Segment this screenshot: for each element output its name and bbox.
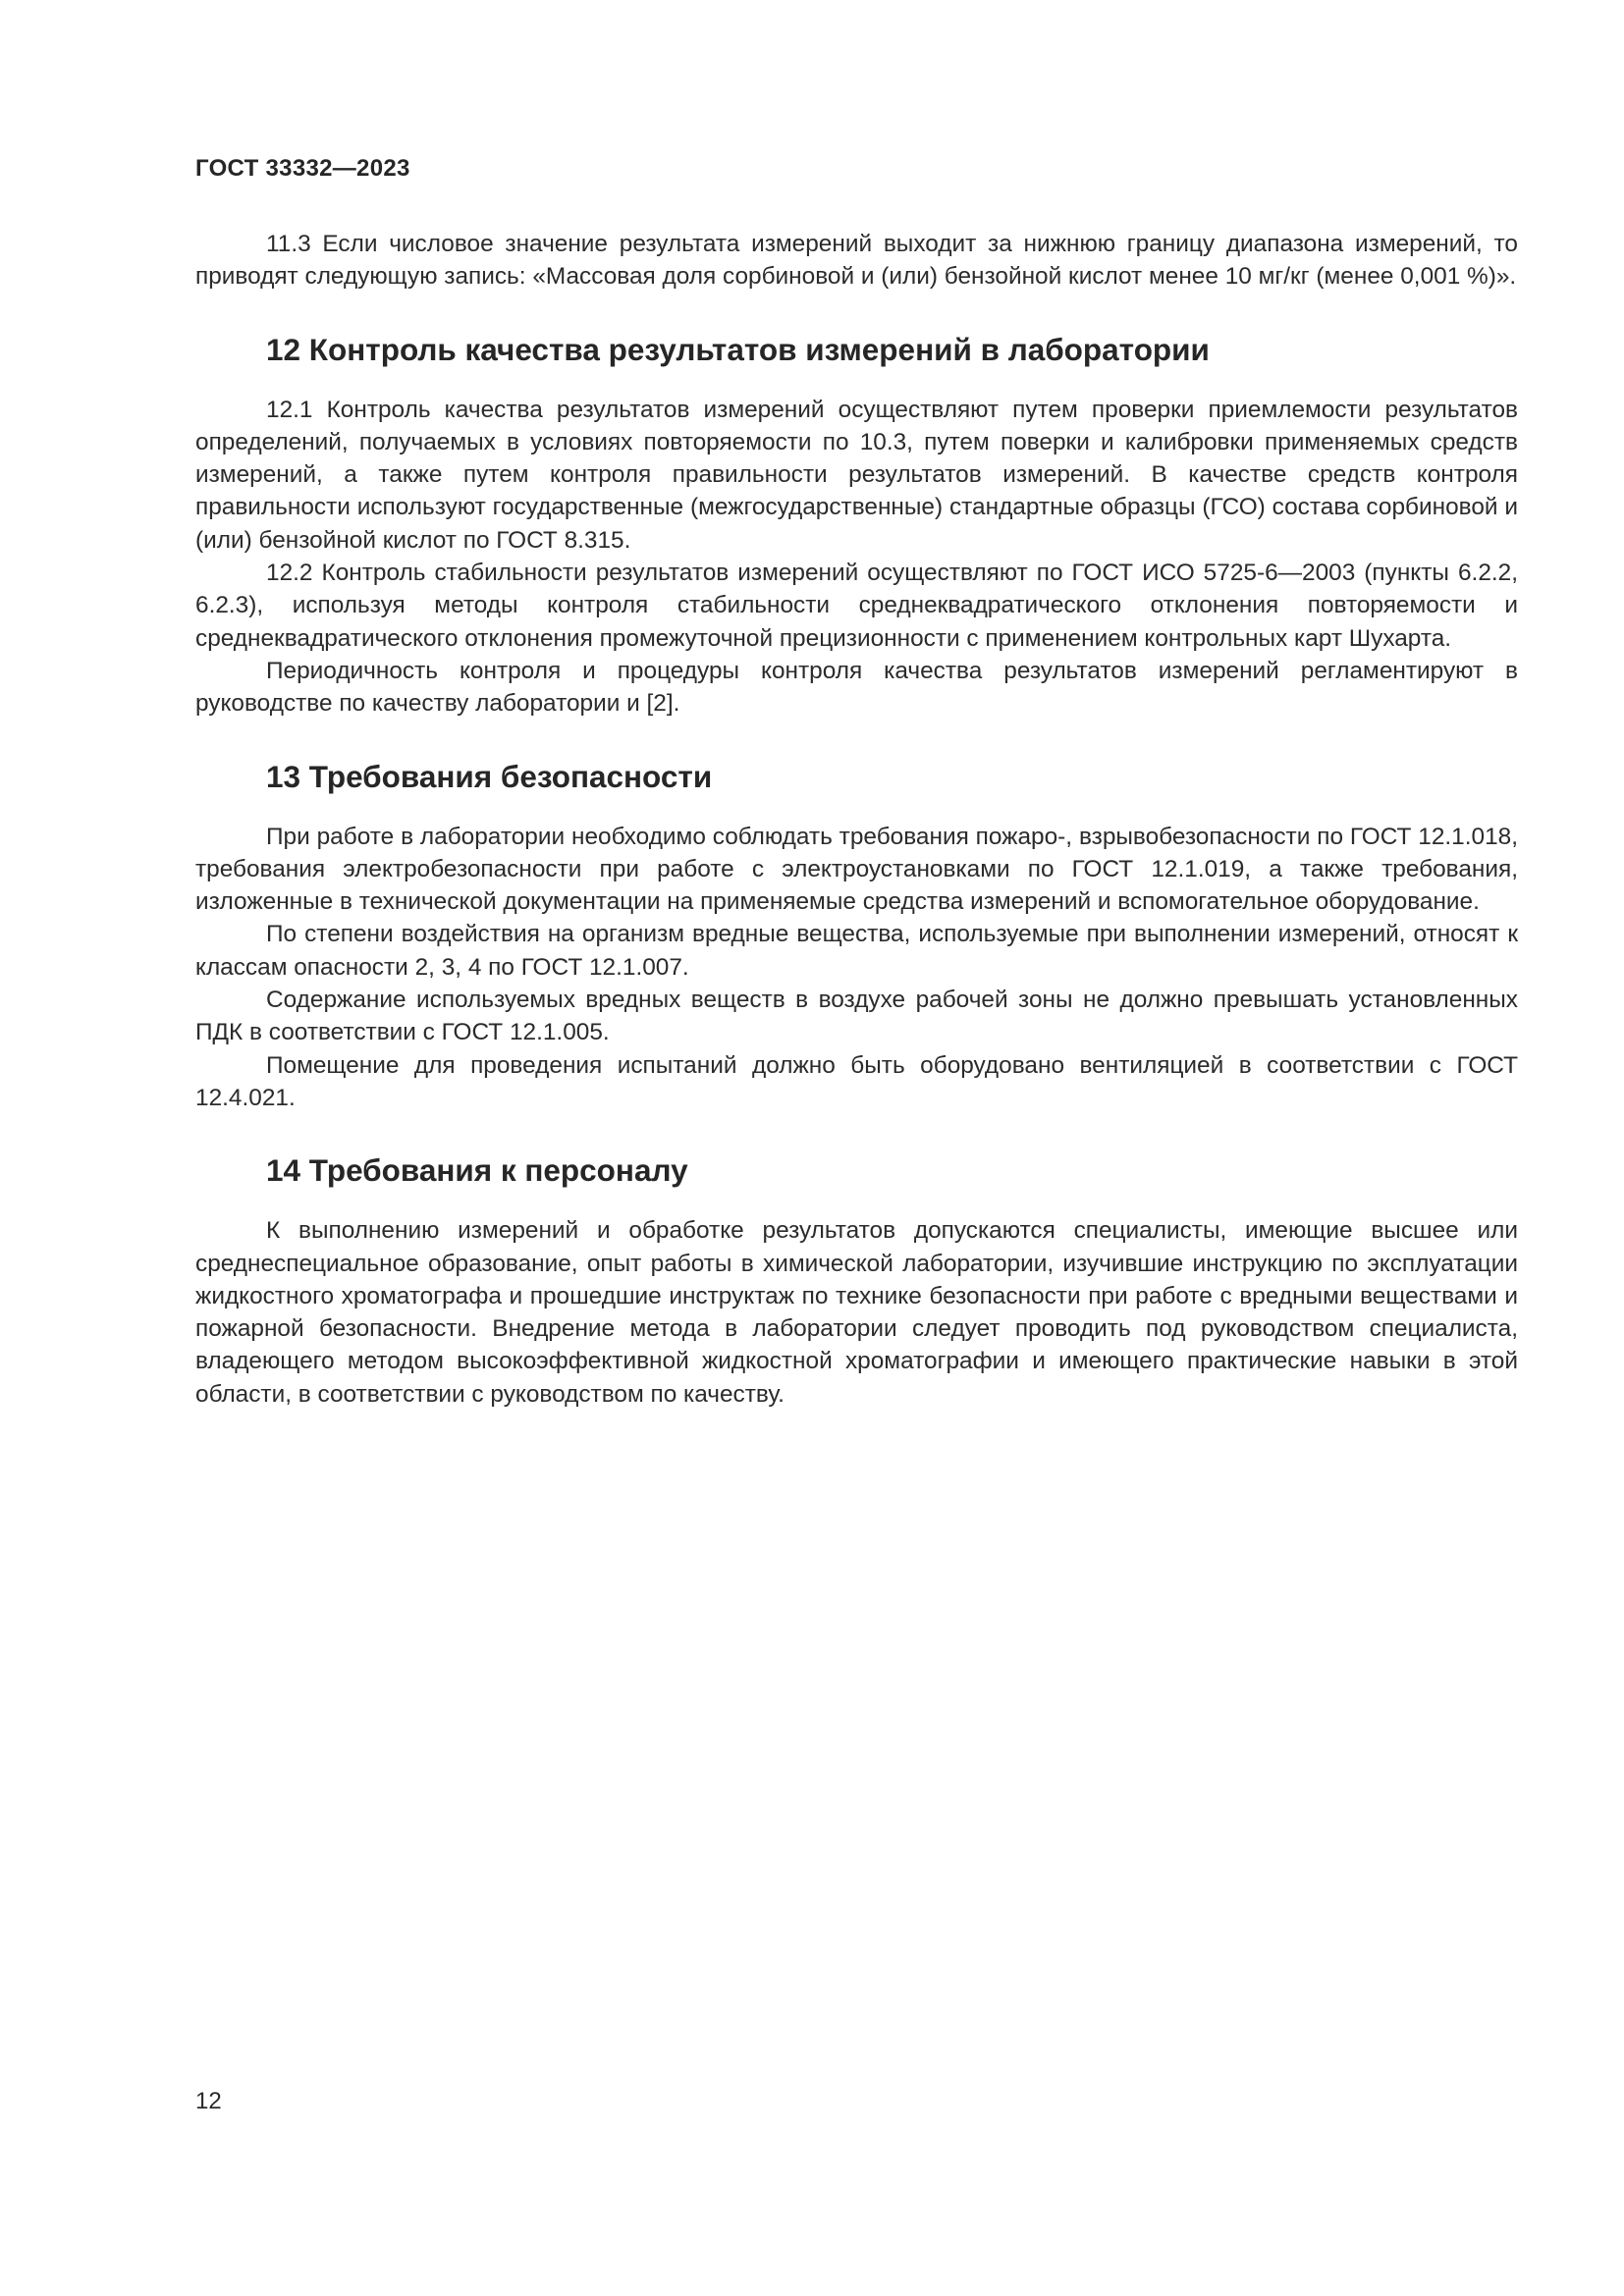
- paragraph-13-ventilation: Помещение для проведения испытаний должно быть оборудовано вентиляцией в соответствии с ГОСТ 12.4.021.: [195, 1051, 1518, 1111]
- paragraph-14-personnel: К выполнению измерений и обработке результатов допускаются специалисты, имеющие высшее или среднеспециальное образование, опыт работы в химической лаборатории, изучившие инструкцию по эксплуатации жидкостного хроматографа и прошедшие инструктаж по технике безопасности при работе с вредными веществами и пожарной безопасности. Внедрение метода в лаборатории следует проводить под руководством специалиста, владеющего методом высокоэффективной жидкостной хроматографии и имеющего практические навыки в этой области, в соответствии с руководством по качеству.: [195, 1217, 1518, 1408]
- paragraph-12-2: 12.2 Контроль стабильности результатов измерений осуществляют по ГОСТ ИСО 5725-6—2003 (пункты 6.2.2, 6.2.3), используя методы контроля стабильности среднеквадратического отклонения повторяемости и среднеквадратического отклонения промежуточной прецизионности с применением контрольных карт Шухарта.: [195, 560, 1518, 652]
- paragraph-11-3: 11.3 Если числовое значение результата измерений выходит за нижнюю границу диапазона измерений, то приводят следующую запись: «Массовая доля сорбиновой и (или) бензойной кислот менее 10 мг/кг (менее 0,001 %)».: [195, 231, 1518, 291]
- document-code-header: ГОСТ 33332—2023: [195, 155, 410, 182]
- document-body: [195, 228, 1518, 1411]
- section-12-title: 12 Контроль качества результатов измерений в лаборатории: [266, 331, 1210, 367]
- paragraph-12-1: 12.1 Контроль качества результатов измерений осуществляют путем проверки приемлемости результатов определений, получаемых в условиях повторяемости по 10.3, путем поверки и калибровки применяемых средств измерений, а также путем контроля правильности результатов измерений. В качестве средств контроля правильности используют государственные (межгосударственные) стандартные образцы (ГСО) состава сорбиновой и (или) бензойной кислот по ГОСТ 8.315.: [195, 396, 1518, 554]
- paragraph-12-periodicity: Периодичность контроля и процедуры контроля качества результатов измерений регламентируют в руководстве по качеству лаборатории и [2].: [195, 657, 1518, 718]
- paragraph-13-mac-limits: Содержание используемых вредных веществ в воздухе рабочей зоны не должно превышать установленных ПДК в соответствии с ГОСТ 12.1.005.: [195, 987, 1518, 1046]
- paragraph-13-fire-safety: При работе в лаборатории необходимо соблюдать требования пожаро-, взрывобезопасности по ГОСТ 12.1.018, требования электробезопасности при работе с электроустановками по ГОСТ 12.1.019, а также требования, изложенные в технической документации на применяемые средства измерений и вспомогательное оборудование.: [195, 823, 1518, 916]
- paragraph-13-hazard-classes: По степени воздействия на организм вредные вещества, используемые при выполнении измерений, относят к классам опасности 2, 3, 4 по ГОСТ 12.1.007.: [195, 921, 1518, 981]
- section-14-title: 14 Требования к персоналу: [266, 1152, 688, 1189]
- section-13-title: 13 Требования безопасности: [266, 758, 713, 794]
- page-number: 12: [195, 2088, 222, 2114]
